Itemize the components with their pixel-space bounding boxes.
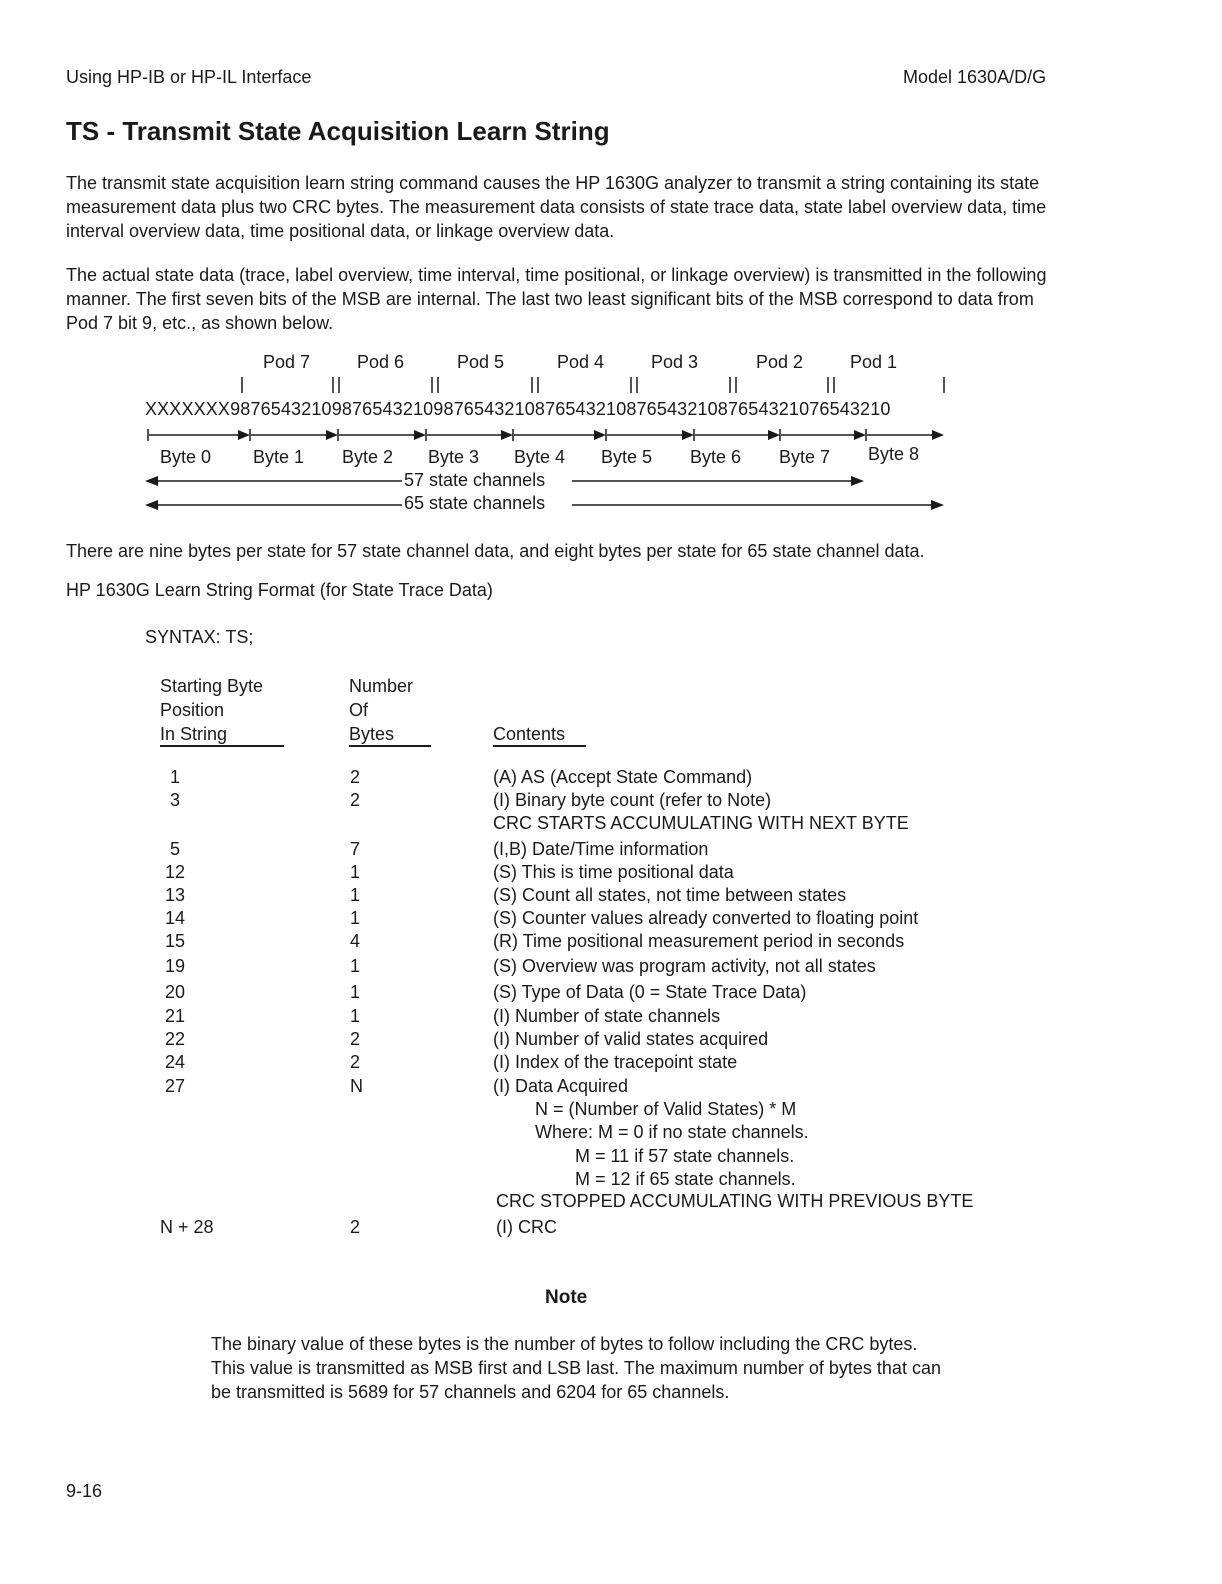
- page-number: 9-16: [66, 1481, 103, 1501]
- pod-label: Pod 1: [850, 352, 898, 372]
- table-row: 22 2 (I) Number of valid states acquired: [164, 1029, 769, 1049]
- header-underline: [160, 745, 284, 747]
- arrowhead: [326, 430, 338, 440]
- table-row: N = (Number of Valid States) * M: [535, 1099, 797, 1119]
- header-underline: [493, 745, 586, 747]
- header-underline: [349, 745, 431, 747]
- arrowhead: [238, 430, 250, 440]
- table-row: 21 1 (I) Number of state channels: [164, 1006, 721, 1026]
- byte-label: Byte 3: [428, 447, 480, 467]
- arrowhead: [145, 476, 158, 486]
- byte-label: Byte 8: [868, 444, 920, 464]
- arrowhead: [594, 430, 606, 440]
- header-number-of-bytes: Number Of Bytes: [349, 676, 414, 744]
- arrowhead: [501, 430, 513, 440]
- pod-label: Pod 2: [756, 352, 804, 372]
- intro-paragraph: The transmit state acquisition learn string command causes the HP 1630G analyzer to transmit a string containing its state measurement data plus two CRC bytes. The measurement data consists of state trace data, state label overview data, time interval overview data, time positional data, or linkage overview data.: [66, 173, 1047, 241]
- table-row: Where: M = 0 if no state channels.: [535, 1122, 809, 1142]
- arrowhead: [851, 476, 864, 486]
- table-row: M = 12 if 65 state channels.: [575, 1169, 796, 1189]
- table-row: 14 1 (S) Counter values already converted to floating point: [164, 908, 919, 928]
- span-57-label: 57 state channels: [404, 470, 546, 490]
- arrowhead: [145, 500, 158, 510]
- pod-label: Pod 3: [651, 352, 699, 372]
- bytes-per-state-text: There are nine bytes per state for 57 state channel data, and eight bytes per state for 65 state channel data.: [66, 541, 925, 561]
- table-row: CRC STARTS ACCUMULATING WITH NEXT BYTE: [493, 813, 909, 833]
- note-title: Note: [545, 1287, 588, 1308]
- byte-label: Byte 6: [690, 447, 742, 467]
- table-row: 3 2 (I) Binary byte count (refer to Note): [169, 790, 772, 810]
- table-row: N + 28 2 (I) CRC: [160, 1217, 557, 1237]
- table-row: 1 2 (A) AS (Accept State Command): [169, 767, 753, 787]
- byte-label: Byte 2: [342, 447, 394, 467]
- table-row: 5 7 (I,B) Date/Time information: [169, 839, 709, 859]
- table-row: 15 4 (R) Time positional measurement period in seconds: [164, 931, 905, 951]
- format-title: HP 1630G Learn String Format (for State Trace Data): [66, 580, 493, 600]
- pod-label: Pod 5: [457, 352, 505, 372]
- syntax-line: SYNTAX: TS;: [145, 627, 254, 647]
- header-contents: Contents: [493, 724, 566, 744]
- table-row: 19 1 (S) Overview was program activity, not all states: [164, 956, 876, 976]
- span-65-label: 65 state channels: [404, 493, 546, 513]
- pod-label: Pod 7: [263, 352, 311, 372]
- table-row: 20 1 (S) Type of Data (0 = State Trace Data): [164, 982, 807, 1002]
- arrowhead: [932, 430, 944, 440]
- byte-label: Byte 4: [514, 447, 566, 467]
- header-model: Model 1630A/D/G: [903, 67, 1047, 87]
- table-row: 27 N (I) Data Acquired: [164, 1076, 629, 1096]
- byte-label: Byte 5: [601, 447, 653, 467]
- byte-label: Byte 7: [779, 447, 831, 467]
- note-text: The binary value of these bytes is the number of bytes to follow including the CRC bytes. This value is transmitted as MSB first and LSB last. The maximum number of bytes that can be transmitted is 5689 for 57 channels and 6204 for 65 channels.: [211, 1334, 941, 1402]
- arrowhead: [931, 500, 944, 510]
- arrowhead: [854, 430, 866, 440]
- byte-label: Byte 1: [253, 447, 305, 467]
- table-row: 24 2 (I) Index of the tracepoint state: [164, 1052, 738, 1072]
- data-order-paragraph: The actual state data (trace, label overview, time interval, time positional, or linkage overview) is transmitted in the following manner. The first seven bits of the MSB are internal. The last two least significant bits of the MSB correspond to data from Pod 7 bit 9, etc., as shown below.: [66, 265, 1047, 333]
- page-title: TS - Transmit State Acquisition Learn String: [66, 116, 610, 146]
- arrowhead: [768, 430, 780, 440]
- table-row: 12 1 (S) This is time positional data: [164, 862, 734, 882]
- table-row: 13 1 (S) Count all states, not time between states: [164, 885, 847, 905]
- table-row: M = 11 if 57 state channels.: [575, 1146, 795, 1166]
- pod-label: Pod 4: [557, 352, 605, 372]
- bit-string: XXXXXXX98765432109876543210987654321087654321087654321087654321076543210: [145, 399, 891, 419]
- header-section-title: Using HP-IB or HP-IL Interface: [66, 67, 312, 87]
- pod-label: Pod 6: [357, 352, 405, 372]
- header-starting-byte: Starting Byte Position In String: [160, 674, 263, 746]
- arrowhead: [414, 430, 426, 440]
- byte-label: Byte 0: [160, 447, 212, 467]
- arrowhead: [682, 430, 694, 440]
- table-row: CRC STOPPED ACCUMULATING WITH PREVIOUS BYTE: [496, 1191, 974, 1211]
